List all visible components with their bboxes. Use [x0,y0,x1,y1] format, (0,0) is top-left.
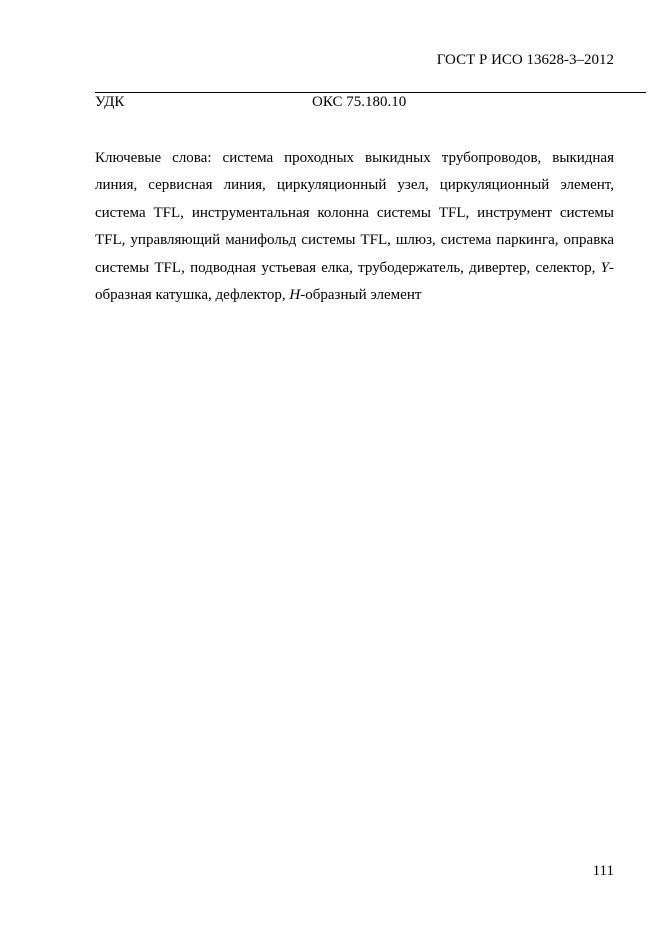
udk-label: УДК [95,94,125,110]
keywords-text-part1: система проходных выкидных трубопроводов, выкидная линия, сервисная линия, циркуляционный узел, циркуляционный элемент, система TFL, инструментальная колонна системы TFL, инструмент системы TFL, управляющий манифольд системы TFL, шлюз, система паркинга, оправка системы TFL, подводная устьевая елка, трубодержатель, дивертер, селектор, [95,150,614,276]
header-divider [95,92,646,93]
oks-label: ОКС 75.180.10 [312,94,407,110]
keywords-text-part3: -образный элемент [300,287,422,304]
keywords-italic-y: Y [600,259,609,276]
document-code-header: ГОСТ Р ИСО 13628-3–2012 [436,52,614,68]
page-number: 111 [592,863,614,879]
keywords-italic-h: H [289,287,301,304]
keywords-text-part2: -образная катушка, дефлектор, [95,259,614,304]
keywords-paragraph [95,145,614,309]
keywords-label: Ключевые слова: [95,150,212,166]
